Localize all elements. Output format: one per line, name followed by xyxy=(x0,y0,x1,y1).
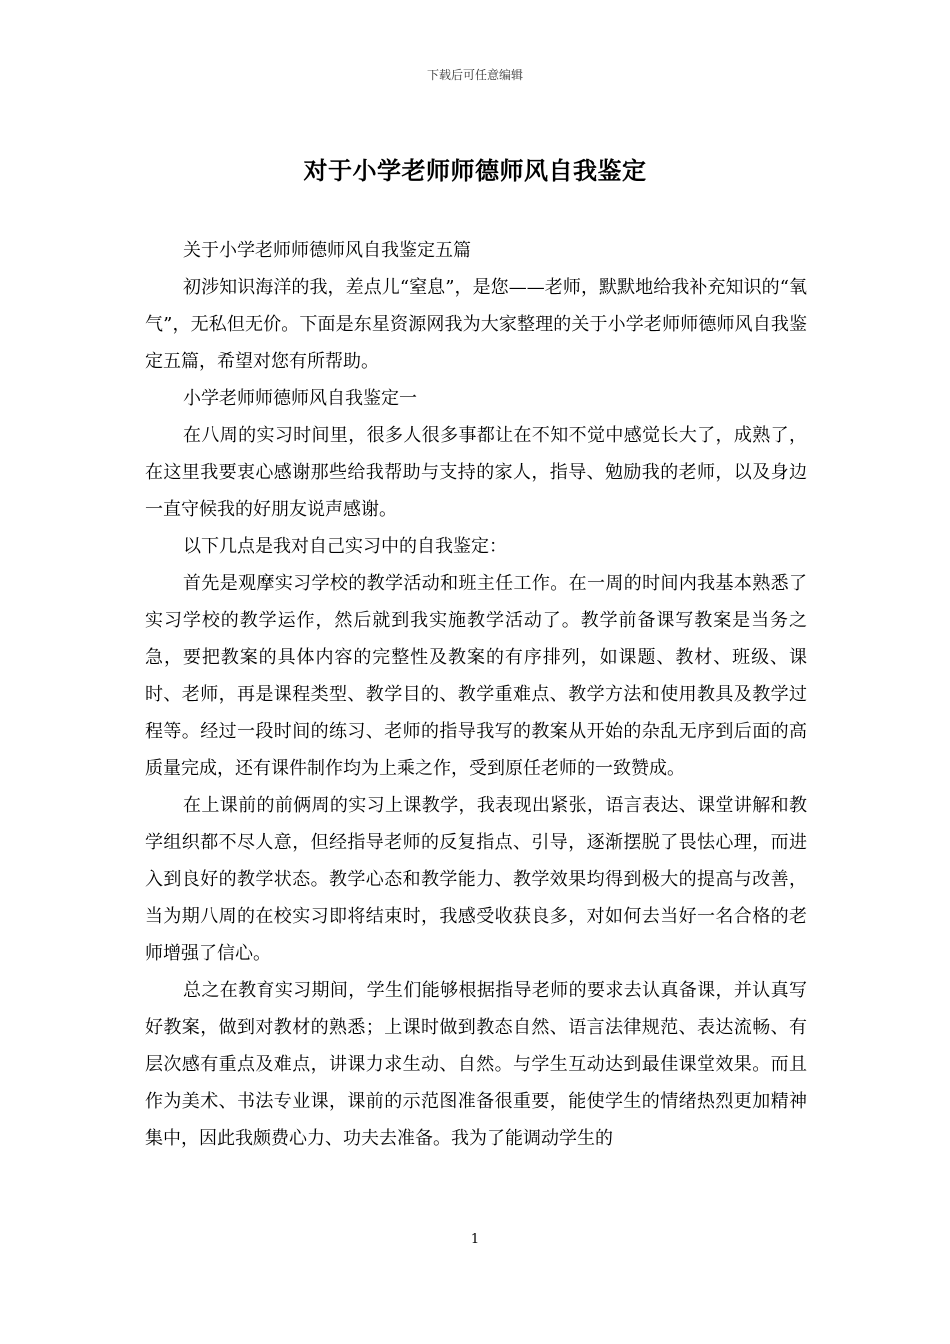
document-title: 对于小学老师师德师风自我鉴定 xyxy=(303,156,647,185)
document-body xyxy=(145,232,807,1157)
paragraph: 首先是观摩实习学校的教学活动和班主任工作。在一周的时间内我基本熟悉了实习学校的教学运作，然后就到我实施教学活动了。教学前备课写教案是当务之急，要把教案的具体内容的完整性及教案的有序排列，如课题、教材、班级、课时、老师，再是课程类型、教学目的、教学重难点、教学方法和使用教具及教学过程等。经过一段时间的练习、老师的指导我写的教案从开始的杂乱无序到后面的高质量完成，还有课件制作均为上乘之作，受到原任老师的一致赞成。 xyxy=(145,573,807,779)
section-heading-one: 小学老师师德师风自我鉴定一 xyxy=(183,388,417,409)
paragraph: 在上课前的前俩周的实习上课教学，我表现出紧张，语言表达、课堂讲解和教学组织都不尽人意，但经指导老师的反复指点、引导，逐渐摆脱了畏怯心理，而进入到良好的教学状态。教学心态和教学能力、教学效果均得到极大的提高与改善，当为期八周的在校实习即将结束时，我感受收获良多，对如何去当好一名合格的老师增强了信心。 xyxy=(145,795,807,964)
header-note: 下载后可任意编辑 xyxy=(426,68,523,82)
paragraph: 在八周的实习时间里，很多人很多事都让在不知不觉中感觉长大了，成熟了，在这里我要衷心感谢那些给我帮助与支持的家人，指导、勉励我的老师，以及身边一直守候我的好朋友说声感谢。 xyxy=(145,425,807,520)
paragraph-intro: 初涉知识海洋的我，差点儿“窒息”，是您——老师，默默地给我补充知识的“氧气”，无私但无价。下面是东星资源网我为大家整理的关于小学老师师德师风自我鉴定五篇，希望对您有所帮助。 xyxy=(145,277,807,372)
paragraph: 以下几点是我对自己实习中的自我鉴定： xyxy=(183,536,507,557)
paragraph-subtitle: 关于小学老师师德师风自我鉴定五篇 xyxy=(183,240,471,261)
page-number: 1 xyxy=(470,1232,480,1247)
paragraph: 总之在教育实习期间，学生们能够根据指导老师的要求去认真备课，并认真写好教案，做到对教材的熟悉；上课时做到教态自然、语言法律规范、表达流畅、有层次感有重点及难点，讲课力求生动、自然。与学生互动达到最佳课堂效果。而且作为美术、书法专业课，课前的示范图准备很重要，能使学生的情绪热烈更加精神集中，因此我颇费心力、功夫去准备。我为了能调动学生的 xyxy=(145,980,807,1149)
